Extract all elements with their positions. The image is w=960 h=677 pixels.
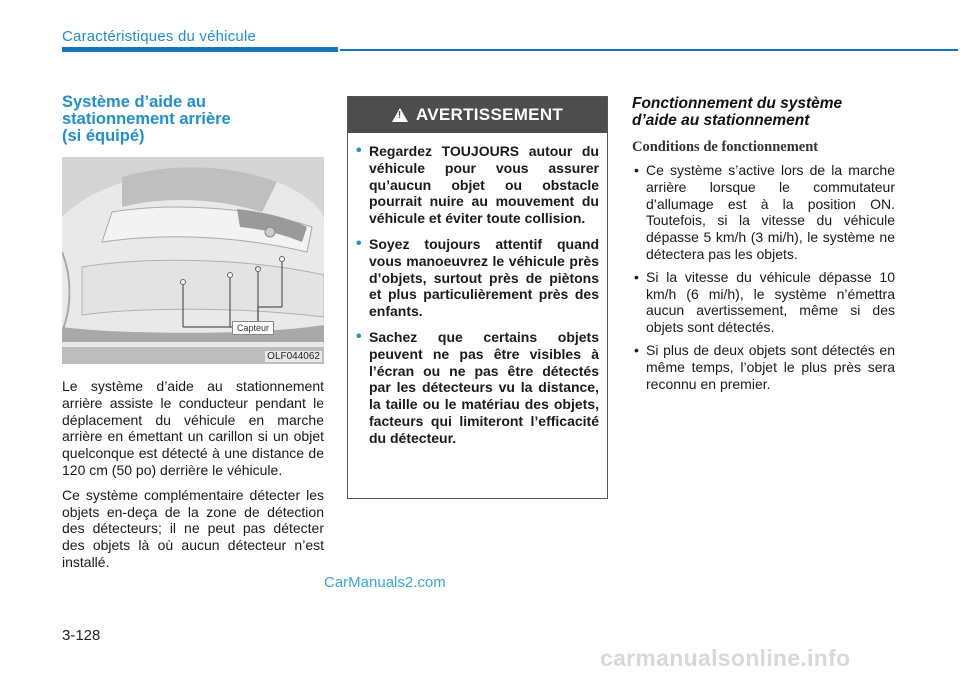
warning-item: • Sachez que certains objets peuvent ne pas être visibles à l’écran ou ne pas être détectés par les détecteurs vu la distance, la taille ou le matériau des objets, facteurs qui limiteront l’efficacité du détecteur.: [356, 329, 599, 447]
figure-code: OLF044062: [267, 351, 320, 362]
car-rear-drawing: [62, 157, 324, 364]
rear-sensor-illustration: [62, 157, 324, 364]
watermark-link[interactable]: CarManuals2.com: [324, 574, 446, 591]
conditions-heading: Conditions de fonctionnement: [632, 139, 819, 155]
conditions-list: [632, 162, 895, 392]
warning-title: AVERTISSEMENT: [415, 105, 564, 124]
section-header: Caractéristiques du véhicule: [62, 28, 257, 45]
subsection-title-line: d’aide au stationnement: [632, 112, 810, 129]
body-paragraph: Le système d’aide au stationnement arrière assiste le conducteur pendant le déplacement du véhicule en marche arrière en émettant un carillon si un objet quelconque est détecté à une distance de 120 cm (50 po) derrière le véhicule.: [62, 378, 324, 478]
warning-item: • Regardez TOUJOURS autour du véhicule pour vous assurer qu’aucun objet ou obstacle pourrait nuire au mouvement du véhicule et éviter toute collision.: [356, 143, 599, 227]
right-column: [632, 95, 895, 398]
header-rule-thin: [340, 49, 958, 51]
warning-triangle-icon: [392, 108, 408, 122]
condition-item: • Si la vitesse du véhicule dépasse 10 km/h (6 mi/h), le système n’émettra aucun avertissement, même si des objets sont détectés.: [632, 269, 895, 336]
condition-item: • Ce système s’active lors de la marche arrière lorsque le commutateur d’allumage est à la position ON. Toutefois, si la vitesse du véhicule dépasse 5 km/h (3 mi/h), le système ne détectera pas les objets.: [632, 162, 895, 263]
left-column: [62, 94, 324, 571]
footer-site-watermark: carmanualsonline.info: [600, 645, 851, 671]
section-title: [62, 94, 324, 145]
condition-item: • Si plus de deux objets sont détectés en même temps, l’objet le plus près sera reconnu en premier.: [632, 342, 895, 392]
warning-item: • Soyez toujours attentif quand vous manoeuvrez le véhicule près d’objets, surtout près de piètons et plus particulièrement près des enfants.: [356, 236, 599, 320]
sensor-callout-label: Capteur: [232, 321, 274, 335]
warning-header: [348, 97, 607, 133]
page-number: 3-128: [62, 627, 101, 644]
section-title-line: (si équipé): [62, 127, 145, 145]
body-paragraph: Ce système complémentaire détecter les objets en-deça de la zone de détection des détecteurs; il ne peut pas détecter des objets là où aucun détecteur n’est installé.: [62, 486, 324, 570]
header-rule-thick: [62, 47, 338, 52]
section-title-line: stationnement arrière: [62, 110, 231, 128]
warning-box: [347, 96, 608, 499]
subsection-title-line: Fonctionnement du système: [632, 95, 843, 112]
warning-list: [356, 143, 599, 447]
subsection-title: [632, 95, 895, 129]
section-title-line: Système d’aide au: [62, 93, 206, 111]
